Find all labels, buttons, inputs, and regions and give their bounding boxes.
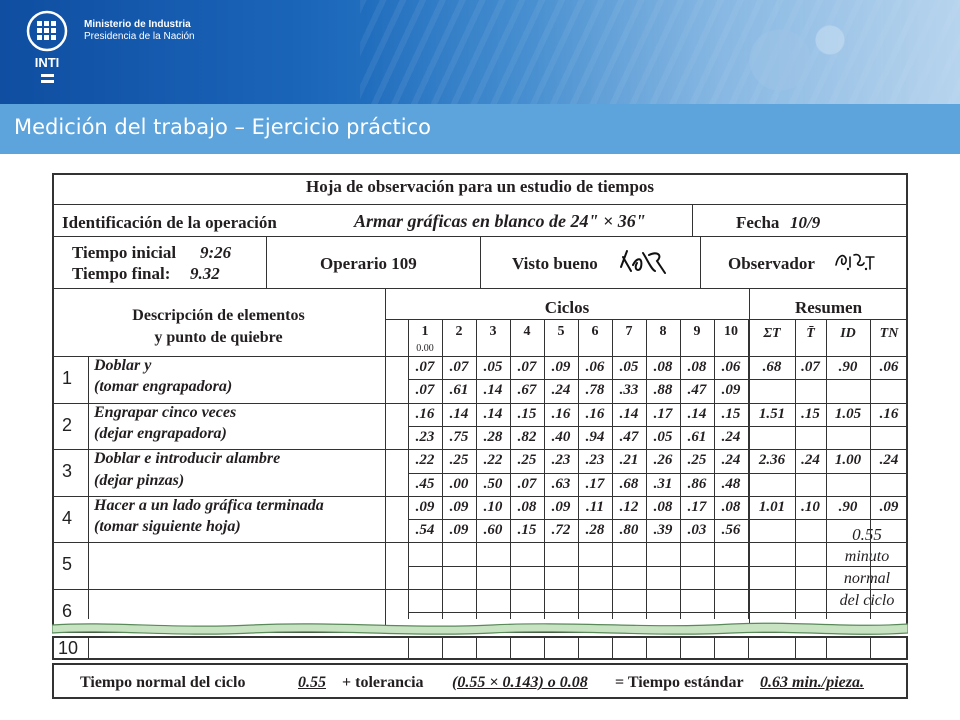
grid-vline: [442, 636, 443, 660]
reading-e1-c5: .24: [551, 382, 571, 399]
reading-e4-c1: .54: [415, 522, 435, 539]
cycle-number-5: 5: [557, 324, 565, 339]
reading-e4-c3: .60: [483, 522, 503, 539]
sheet-border-row10: [52, 636, 908, 660]
time-e1-c7: .05: [619, 359, 639, 375]
header-banner: [0, 0, 960, 104]
time-e3-c8: .26: [653, 452, 673, 469]
time-e3-c10: .24: [721, 452, 741, 469]
time-e4-c5: .09: [551, 498, 571, 515]
observer-signature: [832, 247, 878, 273]
grid-vline: [510, 636, 511, 660]
time-e3-c3: .22: [483, 452, 503, 469]
footer-value-normal: 0.55: [298, 674, 326, 691]
time-e2-c8: .17: [653, 405, 673, 422]
reading-e3-c8: .31: [653, 475, 673, 492]
grid-hline: [408, 379, 908, 380]
grid-hline: [52, 589, 908, 590]
grid-vline: [795, 636, 796, 660]
element-break-1: (tomar engrapadora): [94, 378, 233, 396]
reading-e2-c8: .05: [653, 428, 673, 445]
time-e4-c2: .09: [449, 498, 469, 515]
summary-e3-1: .24: [801, 452, 820, 469]
reading-e4-c4: .15: [517, 522, 537, 539]
reading-e3-c10: .48: [721, 475, 741, 492]
reading-e1-c4: .67: [517, 382, 537, 399]
reading-e1-c8: .88: [653, 382, 673, 399]
end-time-value: 9.32: [190, 264, 220, 283]
grid-vline: [826, 636, 827, 660]
time-e4-c4: .08: [517, 498, 537, 515]
reading-e2-c2: .75: [449, 428, 469, 445]
cycles-header: Ciclos: [544, 298, 590, 317]
time-e1-c10: .06: [721, 359, 741, 375]
grid-vline: [714, 636, 715, 660]
operation-label: Identificación de la operación: [62, 213, 277, 232]
operator-label: Operario 109: [320, 254, 417, 273]
cycle-note-line2: minuto: [844, 548, 890, 565]
divider: [52, 356, 908, 357]
summary-e1-1: .07: [801, 359, 820, 375]
ministry-name: Ministerio de Industria: [84, 19, 191, 30]
reading-e2-c4: .82: [517, 428, 537, 445]
banner-photo: [360, 0, 960, 104]
time-e2-c3: .14: [483, 405, 503, 422]
reading-e1-c3: .14: [483, 382, 503, 399]
summary-e4-0: 1.01: [758, 498, 786, 515]
date-value: 10/9: [790, 213, 821, 232]
time-e3-c4: .25: [517, 452, 537, 469]
elements-header-line1: Descripción de elementos: [132, 307, 305, 324]
summary-e3-2: 1.00: [834, 452, 862, 469]
time-e1-c8: .08: [653, 359, 673, 375]
row-number-10: 10: [58, 638, 79, 658]
reading-e4-c6: .28: [585, 522, 605, 539]
reading-e2-c5: .40: [551, 428, 571, 445]
reading-e2-c10: .24: [721, 428, 741, 445]
reading-e2-c9: .61: [687, 428, 707, 445]
footer-value-standard: 0.63 min./pieza.: [760, 674, 865, 691]
reading-e3-c2: .00: [449, 475, 469, 492]
grid-vline: [88, 356, 89, 619]
grid-vline: [476, 636, 477, 660]
cycle-number-2: 2: [455, 324, 463, 339]
elements-header-line2: y punto de quiebre: [154, 329, 283, 346]
grid-vline: [544, 636, 545, 660]
footer-value-tolerance: (0.55 × 0.143) o 0.08: [452, 674, 588, 691]
summary-col-0: ΣT: [763, 326, 781, 341]
time-e2-c5: .16: [551, 405, 571, 422]
reading-e4-c8: .39: [653, 522, 673, 539]
reading-e2-c7: .47: [619, 428, 639, 445]
grid-vline: [612, 636, 613, 660]
divider: [385, 288, 386, 633]
summary-col-2: ID: [840, 326, 856, 341]
inti-logo: [22, 10, 72, 92]
element-desc-2: Engrapar cinco veces: [94, 403, 237, 421]
time-e4-c9: .17: [687, 498, 707, 515]
time-e3-c9: .25: [687, 452, 707, 469]
footer-label-normal: Tiempo normal del ciclo: [80, 674, 246, 691]
time-e1-c3: .05: [483, 359, 503, 375]
grid-vline: [748, 636, 749, 660]
reading-e4-c2: .09: [449, 522, 469, 539]
element-desc-1: Doblar y: [94, 357, 152, 374]
start-time-value: 9:26: [200, 243, 232, 262]
time-e4-c6: .11: [586, 498, 604, 515]
row-number-2: 2: [62, 414, 73, 435]
reading-e1-c10: .09: [721, 382, 741, 399]
grid-hline: [408, 519, 908, 520]
divider: [700, 236, 701, 288]
reading-e4-c5: .72: [551, 522, 571, 539]
time-e4-c8: .08: [653, 498, 673, 515]
time-e1-c6: .06: [585, 359, 605, 375]
reading-e3-c5: .63: [551, 475, 571, 492]
element-desc-3: Doblar e introducir alambre: [94, 450, 281, 468]
time-e1-c1: .07: [415, 359, 435, 375]
approval-label: Visto bueno: [512, 254, 598, 273]
reading-e2-c1: .23: [415, 428, 435, 445]
reading-e2-c3: .28: [483, 428, 503, 445]
end-time-label: Tiempo final:: [72, 264, 171, 283]
grid-vline: [578, 636, 579, 660]
divider: [266, 236, 267, 288]
summary-col-3: TN: [879, 326, 899, 341]
reading-e4-c10: .56: [721, 522, 741, 539]
time-e2-c4: .15: [517, 405, 537, 422]
time-e2-c10: .15: [721, 405, 741, 422]
cycle-note: [830, 523, 904, 623]
time-e1-c9: .08: [687, 359, 707, 375]
reading-e4-c9: .03: [687, 522, 707, 539]
presidency-name: Presidencia de la Nación: [84, 31, 195, 42]
date-label: Fecha: [736, 213, 780, 232]
time-e3-c6: .23: [585, 452, 605, 469]
time-e1-c2: .07: [449, 359, 469, 375]
time-e4-c7: .12: [619, 498, 639, 515]
time-e1-c4: .07: [517, 359, 537, 375]
reading-e3-c7: .68: [619, 475, 639, 492]
summary-e1-2: .90: [838, 359, 858, 375]
grid-hline: [408, 612, 908, 613]
grid-hline: [52, 636, 908, 637]
reading-e3-c6: .17: [585, 475, 605, 492]
reading-e1-c7: .33: [619, 382, 639, 399]
time-e2-c7: .14: [619, 405, 639, 422]
logo-text: INTI: [34, 55, 60, 70]
element-break-2: (dejar engrapadora): [94, 424, 227, 442]
time-e3-c2: .25: [449, 452, 469, 469]
summary-col-1: T̄: [806, 326, 815, 341]
cycle-number-4: 4: [523, 324, 531, 339]
time-e2-c1: .16: [415, 405, 435, 422]
time-e2-c6: .16: [585, 405, 605, 422]
grid-vline: [870, 636, 871, 660]
reading-e1-c1: .07: [415, 382, 435, 399]
observer-label: Observador: [728, 254, 815, 273]
summary-e1-3: .06: [879, 359, 899, 375]
time-e3-c1: .22: [415, 452, 435, 469]
grid-hline: [408, 566, 908, 567]
grid-hline: [408, 473, 908, 474]
time-study-sheet: [52, 171, 908, 701]
divider: [480, 236, 481, 288]
cycle-number-7: 7: [625, 324, 633, 339]
operation-value: Armar gráficas en blanco de 24" × 36": [354, 211, 646, 231]
divider: [52, 288, 908, 289]
row-number-5: 5: [62, 554, 73, 575]
summary-e4-1: .10: [801, 498, 820, 515]
time-e4-c3: .10: [483, 498, 503, 515]
row-number-4: 4: [62, 507, 73, 528]
reading-e1-c2: .61: [449, 382, 469, 399]
title-bar: [0, 104, 960, 154]
reading-e3-c9: .86: [687, 475, 707, 492]
summary-e4-3: .09: [879, 498, 899, 515]
time-e1-c5: .09: [551, 359, 571, 375]
time-e2-c2: .14: [449, 405, 469, 422]
summary-e2-2: 1.05: [834, 405, 862, 422]
cycle-number-9: 9: [693, 324, 701, 339]
reading-e1-c6: .78: [585, 382, 605, 399]
torn-divider: [52, 619, 908, 637]
footer-label-tolerance: + tolerancia: [342, 674, 424, 691]
summary-e2-0: 1.51: [758, 405, 786, 422]
cycle-number-6: 6: [591, 324, 599, 339]
time-e3-c5: .23: [551, 452, 571, 469]
grid-vline: [646, 636, 647, 660]
summary-e3-0: 2.36: [758, 452, 786, 469]
reading-e1-c9: .47: [687, 382, 707, 399]
cycle-number-10: 10: [724, 324, 738, 339]
divider: [692, 204, 693, 236]
sheet-heading: Hoja de observación para un estudio de tiempos: [305, 177, 655, 196]
reading-e4-c7: .80: [619, 522, 639, 539]
divider: [52, 204, 908, 205]
start-reading: 0.00: [416, 343, 434, 354]
time-e2-c9: .14: [687, 405, 707, 422]
cycle-number-1: 1: [421, 324, 429, 339]
summary-e3-3: .24: [879, 452, 899, 469]
cycle-number-8: 8: [659, 324, 667, 339]
time-e3-c7: .21: [619, 452, 639, 469]
element-desc-4: Hacer a un lado gráfica terminada: [94, 496, 324, 514]
approval-signature: [617, 245, 671, 279]
cycle-number-3: 3: [489, 324, 497, 339]
reading-e2-c6: .94: [585, 428, 605, 445]
reading-e3-c1: .45: [415, 475, 435, 492]
grid-vline: [408, 636, 409, 660]
row-number-6: 6: [62, 601, 73, 621]
cycle-note-value: 0.55: [852, 525, 882, 544]
grid-vline: [88, 636, 89, 660]
footer-label-standard: = Tiempo estándar: [615, 674, 744, 691]
ministry-block: [84, 19, 195, 43]
summary-header: Resumen: [794, 298, 863, 317]
summary-e1-0: .68: [762, 359, 782, 375]
start-time-label: Tiempo inicial: [72, 243, 177, 262]
reading-e3-c3: .50: [483, 475, 503, 492]
grid-hline: [52, 542, 908, 543]
row-number-3: 3: [62, 461, 73, 482]
page-title: Medición del trabajo – Ejercicio práctico: [14, 115, 431, 139]
time-e4-c1: .09: [415, 498, 435, 515]
reading-e3-c4: .07: [517, 475, 537, 492]
row-number-1: 1: [62, 368, 73, 388]
summary-e2-1: .15: [801, 405, 820, 422]
element-break-3: (dejar pinzas): [94, 471, 185, 489]
cycle-note-line4: del ciclo: [839, 592, 895, 609]
summary-e2-3: .16: [879, 405, 899, 422]
grid-hline: [408, 426, 908, 427]
summary-e4-2: .90: [838, 498, 858, 515]
grid-vline: [680, 636, 681, 660]
element-break-4: (tomar siguiente hoja): [94, 518, 241, 536]
cycle-note-line3: normal: [843, 570, 891, 587]
time-e4-c10: .08: [721, 498, 741, 515]
